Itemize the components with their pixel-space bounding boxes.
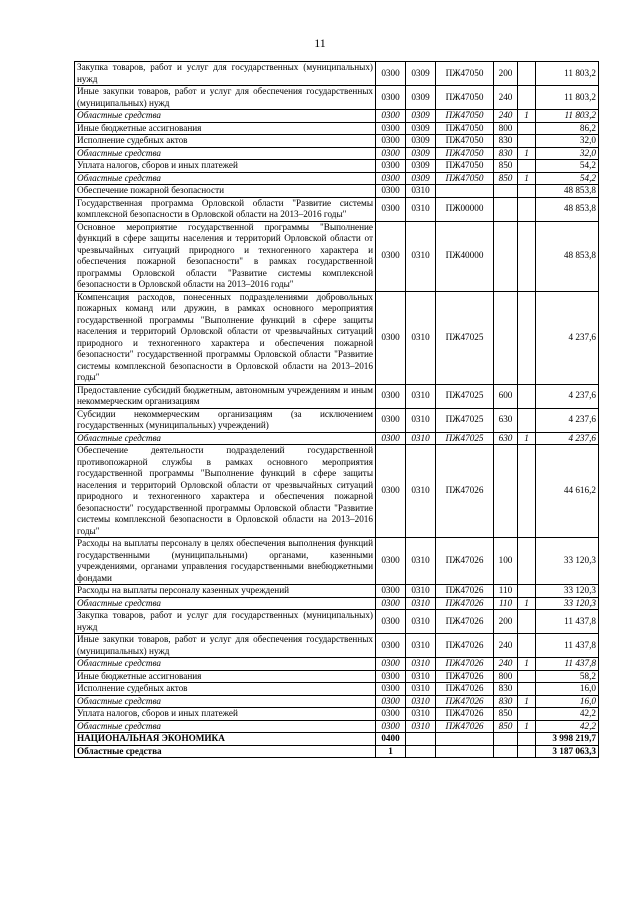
- subsection-code: 0310: [406, 538, 436, 585]
- subsection-code: 0310: [406, 445, 436, 538]
- subsection-code: 0310: [406, 658, 436, 671]
- table-row: [75, 62, 599, 86]
- section-code: 0300: [376, 432, 406, 445]
- row-name: Областные средства: [75, 110, 376, 123]
- funding-source-code: [518, 634, 536, 658]
- funding-source-code: [518, 62, 536, 86]
- row-name: Расходы на выплаты персоналу в целях обеспечения выполнения функций государственными (муниципальными) органами, казенными учреждениями, органами управления государственными внебюджетными фондами: [75, 538, 376, 585]
- section-code: 0300: [376, 634, 406, 658]
- amount: 44 616,2: [536, 445, 599, 538]
- table-row: [75, 695, 599, 708]
- table-row: [75, 634, 599, 658]
- subsection-code: 0309: [406, 147, 436, 160]
- section-code: 0300: [376, 695, 406, 708]
- subsection-code: 0310: [406, 695, 436, 708]
- funding-source-code: [518, 445, 536, 538]
- budget-table-body: [75, 62, 599, 758]
- section-code: 0300: [376, 670, 406, 683]
- amount: 54,2: [536, 160, 599, 173]
- table-row: [75, 135, 599, 148]
- row-name: Иные закупки товаров, работ и услуг для обеспечения государственных (муниципальных) нужд: [75, 86, 376, 110]
- subsection-code: 0310: [406, 432, 436, 445]
- section-code: 0300: [376, 160, 406, 173]
- table-row: [75, 585, 599, 598]
- funding-source-code: [518, 86, 536, 110]
- expense-type-code: 800: [494, 122, 518, 135]
- funding-source-code: [518, 538, 536, 585]
- table-row: [75, 610, 599, 634]
- amount: 11 803,2: [536, 86, 599, 110]
- subsection-code: 0310: [406, 708, 436, 721]
- subsection-code: 0310: [406, 408, 436, 432]
- funding-source-code: [518, 291, 536, 384]
- section-code: 0300: [376, 683, 406, 696]
- expense-type-code: 830: [494, 683, 518, 696]
- target-article-code: ПЖ47025: [436, 432, 494, 445]
- subsection-code: 0310: [406, 597, 436, 610]
- funding-source-code: [518, 185, 536, 198]
- expense-type-code: 240: [494, 634, 518, 658]
- table-row: [75, 197, 599, 221]
- row-name: Исполнение судебных актов: [75, 135, 376, 148]
- expense-type-code: 240: [494, 110, 518, 123]
- row-name: Областные средства: [75, 597, 376, 610]
- amount: 4 237,6: [536, 291, 599, 384]
- expense-type-code: 830: [494, 147, 518, 160]
- row-name: Областные средства: [75, 745, 376, 758]
- target-article-code: ПЖ47026: [436, 585, 494, 598]
- table-row: [75, 147, 599, 160]
- target-article-code: ПЖ47025: [436, 384, 494, 408]
- expense-type-code: 110: [494, 585, 518, 598]
- table-row: [75, 658, 599, 671]
- subsection-code: [406, 733, 436, 746]
- expense-type-code: 800: [494, 670, 518, 683]
- section-code: 0300: [376, 445, 406, 538]
- expense-type-code: [494, 197, 518, 221]
- subsection-code: 0310: [406, 197, 436, 221]
- target-article-code: ПЖ47026: [436, 634, 494, 658]
- target-article-code: ПЖ47026: [436, 670, 494, 683]
- section-code: 0300: [376, 221, 406, 291]
- target-article-code: ПЖ47025: [436, 291, 494, 384]
- amount: 42,2: [536, 720, 599, 733]
- section-code: 0300: [376, 538, 406, 585]
- subsection-code: 0310: [406, 683, 436, 696]
- amount: 16,0: [536, 683, 599, 696]
- section-code: 0300: [376, 720, 406, 733]
- target-article-code: ПЖ47050: [436, 86, 494, 110]
- target-article-code: ПЖ00000: [436, 197, 494, 221]
- row-name: Государственная программа Орловской области "Развитие системы комплексной безопасности в Орловской области на 2013–2016 годы": [75, 197, 376, 221]
- expense-type-code: [494, 221, 518, 291]
- row-name: Областные средства: [75, 172, 376, 185]
- target-article-code: ПЖ47050: [436, 172, 494, 185]
- expense-type-code: [494, 733, 518, 746]
- subsection-code: 0309: [406, 160, 436, 173]
- section-code: 0300: [376, 197, 406, 221]
- funding-source-code: [518, 745, 536, 758]
- funding-source-code: [518, 683, 536, 696]
- section-code: 0300: [376, 658, 406, 671]
- table-row: [75, 185, 599, 198]
- section-code: 0300: [376, 708, 406, 721]
- section-code: 0400: [376, 733, 406, 746]
- table-row: [75, 683, 599, 696]
- target-article-code: ПЖ47026: [436, 445, 494, 538]
- funding-source-code: [518, 384, 536, 408]
- section-code: 1: [376, 745, 406, 758]
- amount: 48 853,8: [536, 185, 599, 198]
- funding-source-code: [518, 733, 536, 746]
- target-article-code: ПЖ47026: [436, 597, 494, 610]
- table-row: [75, 122, 599, 135]
- amount: 4 237,6: [536, 384, 599, 408]
- funding-source-code: [518, 610, 536, 634]
- target-article-code: ПЖ47026: [436, 720, 494, 733]
- table-row: [75, 172, 599, 185]
- row-name: Обеспечение пожарной безопасности: [75, 185, 376, 198]
- row-name: НАЦИОНАЛЬНАЯ ЭКОНОМИКА: [75, 733, 376, 746]
- section-code: 0300: [376, 135, 406, 148]
- target-article-code: [436, 733, 494, 746]
- subsection-code: 0310: [406, 291, 436, 384]
- funding-source-code: 1: [518, 147, 536, 160]
- subsection-code: 0310: [406, 634, 436, 658]
- table-row: [75, 408, 599, 432]
- table-row: [75, 708, 599, 721]
- target-article-code: ПЖ47026: [436, 658, 494, 671]
- expense-type-code: 100: [494, 538, 518, 585]
- target-article-code: ПЖ47026: [436, 683, 494, 696]
- target-article-code: ПЖ47050: [436, 135, 494, 148]
- amount: 4 237,6: [536, 408, 599, 432]
- amount: 3 187 063,3: [536, 745, 599, 758]
- row-name: Иные закупки товаров, работ и услуг для обеспечения государственных (муниципальных) нужд: [75, 634, 376, 658]
- subsection-code: 0310: [406, 384, 436, 408]
- expense-type-code: 600: [494, 384, 518, 408]
- target-article-code: ПЖ47025: [436, 408, 494, 432]
- table-row: [75, 670, 599, 683]
- row-name: Уплата налогов, сборов и иных платежей: [75, 160, 376, 173]
- amount: 42,2: [536, 708, 599, 721]
- amount: 3 998 219,7: [536, 733, 599, 746]
- funding-source-code: [518, 160, 536, 173]
- target-article-code: ПЖ47050: [436, 62, 494, 86]
- amount: 11 437,8: [536, 610, 599, 634]
- row-name: Иные бюджетные ассигнования: [75, 670, 376, 683]
- funding-source-code: [518, 197, 536, 221]
- amount: 48 853,8: [536, 221, 599, 291]
- section-code: 0300: [376, 384, 406, 408]
- target-article-code: ПЖ47050: [436, 122, 494, 135]
- table-row: [75, 445, 599, 538]
- amount: 11 437,8: [536, 634, 599, 658]
- expense-type-code: 850: [494, 720, 518, 733]
- subsection-code: 0309: [406, 172, 436, 185]
- expense-type-code: 630: [494, 432, 518, 445]
- row-name: Областные средства: [75, 432, 376, 445]
- amount: 33 120,3: [536, 585, 599, 598]
- expense-type-code: [494, 445, 518, 538]
- amount: 32,0: [536, 135, 599, 148]
- amount: 33 120,3: [536, 597, 599, 610]
- row-name: Уплата налогов, сборов и иных платежей: [75, 708, 376, 721]
- expense-type-code: 850: [494, 708, 518, 721]
- target-article-code: ПЖ40000: [436, 221, 494, 291]
- funding-source-code: [518, 408, 536, 432]
- funding-source-code: 1: [518, 695, 536, 708]
- expense-type-code: 200: [494, 610, 518, 634]
- table-row: [75, 291, 599, 384]
- target-article-code: [436, 745, 494, 758]
- table-row: [75, 110, 599, 123]
- funding-source-code: [518, 670, 536, 683]
- section-code: 0300: [376, 585, 406, 598]
- section-code: 0300: [376, 122, 406, 135]
- table-row: [75, 160, 599, 173]
- expense-type-code: 850: [494, 172, 518, 185]
- funding-source-code: 1: [518, 110, 536, 123]
- target-article-code: ПЖ47050: [436, 110, 494, 123]
- amount: 4 237,6: [536, 432, 599, 445]
- budget-table: [74, 61, 599, 758]
- subsection-code: 0310: [406, 670, 436, 683]
- subsection-code: 0309: [406, 86, 436, 110]
- row-name: Предоставление субсидий бюджетным, автономным учреждениям и иным некоммерческим организациям: [75, 384, 376, 408]
- row-name: Компенсация расходов, понесенных подразделениями добровольных пожарных команд или дружин, в рамках основного мероприятия государственной программы "Выполнение функций в сфере защиты населения и территорий Орловской области от чрезвычайных ситуаций природного и техногенного характера и обеспечения пожарной безопасности" государственной программы Орловской области "Развитие системы комплексной безопасности в Орловской области на 2013–2016 годы": [75, 291, 376, 384]
- target-article-code: ПЖ47026: [436, 610, 494, 634]
- row-name: Расходы на выплаты персоналу казенных учреждений: [75, 585, 376, 598]
- amount: 11 437,8: [536, 658, 599, 671]
- funding-source-code: 1: [518, 658, 536, 671]
- row-name: Иные бюджетные ассигнования: [75, 122, 376, 135]
- target-article-code: ПЖ47026: [436, 538, 494, 585]
- expense-type-code: 110: [494, 597, 518, 610]
- expense-type-code: 830: [494, 695, 518, 708]
- expense-type-code: [494, 185, 518, 198]
- section-code: 0300: [376, 62, 406, 86]
- subsection-code: 0310: [406, 610, 436, 634]
- target-article-code: ПЖ47026: [436, 695, 494, 708]
- subsection-code: 0309: [406, 110, 436, 123]
- table-row: [75, 597, 599, 610]
- page-number: 11: [314, 36, 326, 50]
- row-name: Основное мероприятие государственной программы "Выполнение функций в сфере защиты населения и территорий Орловской области от чрезвычайных ситуаций природного и техногенного характера и обеспечения пожарной безопасности" в рамках государственной программы Орловской области "Развитие системы комплексной безопасности в Орловской области на 2013–2016 годы": [75, 221, 376, 291]
- section-code: 0300: [376, 110, 406, 123]
- amount: 48 853,8: [536, 197, 599, 221]
- expense-type-code: 240: [494, 86, 518, 110]
- amount: 16,0: [536, 695, 599, 708]
- funding-source-code: 1: [518, 432, 536, 445]
- table-row: [75, 221, 599, 291]
- expense-type-code: [494, 291, 518, 384]
- table-row: [75, 86, 599, 110]
- row-name: Областные средства: [75, 695, 376, 708]
- amount: 11 803,2: [536, 110, 599, 123]
- expense-type-code: 240: [494, 658, 518, 671]
- row-name: Закупка товаров, работ и услуг для государственных (муниципальных) нужд: [75, 610, 376, 634]
- target-article-code: ПЖ47026: [436, 708, 494, 721]
- subsection-code: [406, 745, 436, 758]
- amount: 32,0: [536, 147, 599, 160]
- funding-source-code: 1: [518, 172, 536, 185]
- amount: 11 803,2: [536, 62, 599, 86]
- expense-type-code: 630: [494, 408, 518, 432]
- expense-type-code: [494, 745, 518, 758]
- section-code: 0300: [376, 597, 406, 610]
- section-code: 0300: [376, 147, 406, 160]
- target-article-code: ПЖ47050: [436, 160, 494, 173]
- subsection-code: 0309: [406, 135, 436, 148]
- table-row: [75, 384, 599, 408]
- funding-source-code: [518, 221, 536, 291]
- funding-source-code: 1: [518, 597, 536, 610]
- row-name: Областные средства: [75, 147, 376, 160]
- funding-source-code: [518, 708, 536, 721]
- table-row: [75, 538, 599, 585]
- table-row: [75, 720, 599, 733]
- target-article-code: ПЖ47050: [436, 147, 494, 160]
- subsection-code: 0309: [406, 122, 436, 135]
- row-name: Областные средства: [75, 720, 376, 733]
- amount: 33 120,3: [536, 538, 599, 585]
- table-row: [75, 733, 599, 746]
- section-code: 0300: [376, 408, 406, 432]
- subsection-code: 0310: [406, 221, 436, 291]
- row-name: Закупка товаров, работ и услуг для государственных (муниципальных) нужд: [75, 62, 376, 86]
- funding-source-code: [518, 135, 536, 148]
- row-name: Обеспечение деятельности подразделений государственной противопожарной службы в рамках основного мероприятия государственной программы "Выполнение функций в сфере защиты населения и территорий Орловской области от чрезвычайных ситуаций природного и техногенного характера и обеспечения пожарной безопасности" государственной программы Орловской области "Развитие системы комплексной безопасности в Орловской области на 2013–2016 годы": [75, 445, 376, 538]
- table-row: [75, 432, 599, 445]
- funding-source-code: [518, 585, 536, 598]
- expense-type-code: 850: [494, 160, 518, 173]
- section-code: 0300: [376, 610, 406, 634]
- subsection-code: 0310: [406, 720, 436, 733]
- amount: 58,2: [536, 670, 599, 683]
- table-row: [75, 745, 599, 758]
- row-name: Субсидии некоммерческим организациям (за исключением государственных (муниципальных) учреждений): [75, 408, 376, 432]
- expense-type-code: 200: [494, 62, 518, 86]
- section-code: 0300: [376, 185, 406, 198]
- row-name: Исполнение судебных актов: [75, 683, 376, 696]
- row-name: Областные средства: [75, 658, 376, 671]
- target-article-code: [436, 185, 494, 198]
- amount: 54,2: [536, 172, 599, 185]
- amount: 86,2: [536, 122, 599, 135]
- expense-type-code: 830: [494, 135, 518, 148]
- funding-source-code: [518, 122, 536, 135]
- subsection-code: 0309: [406, 62, 436, 86]
- section-code: 0300: [376, 291, 406, 384]
- subsection-code: 0310: [406, 185, 436, 198]
- section-code: 0300: [376, 86, 406, 110]
- funding-source-code: 1: [518, 720, 536, 733]
- subsection-code: 0310: [406, 585, 436, 598]
- section-code: 0300: [376, 172, 406, 185]
